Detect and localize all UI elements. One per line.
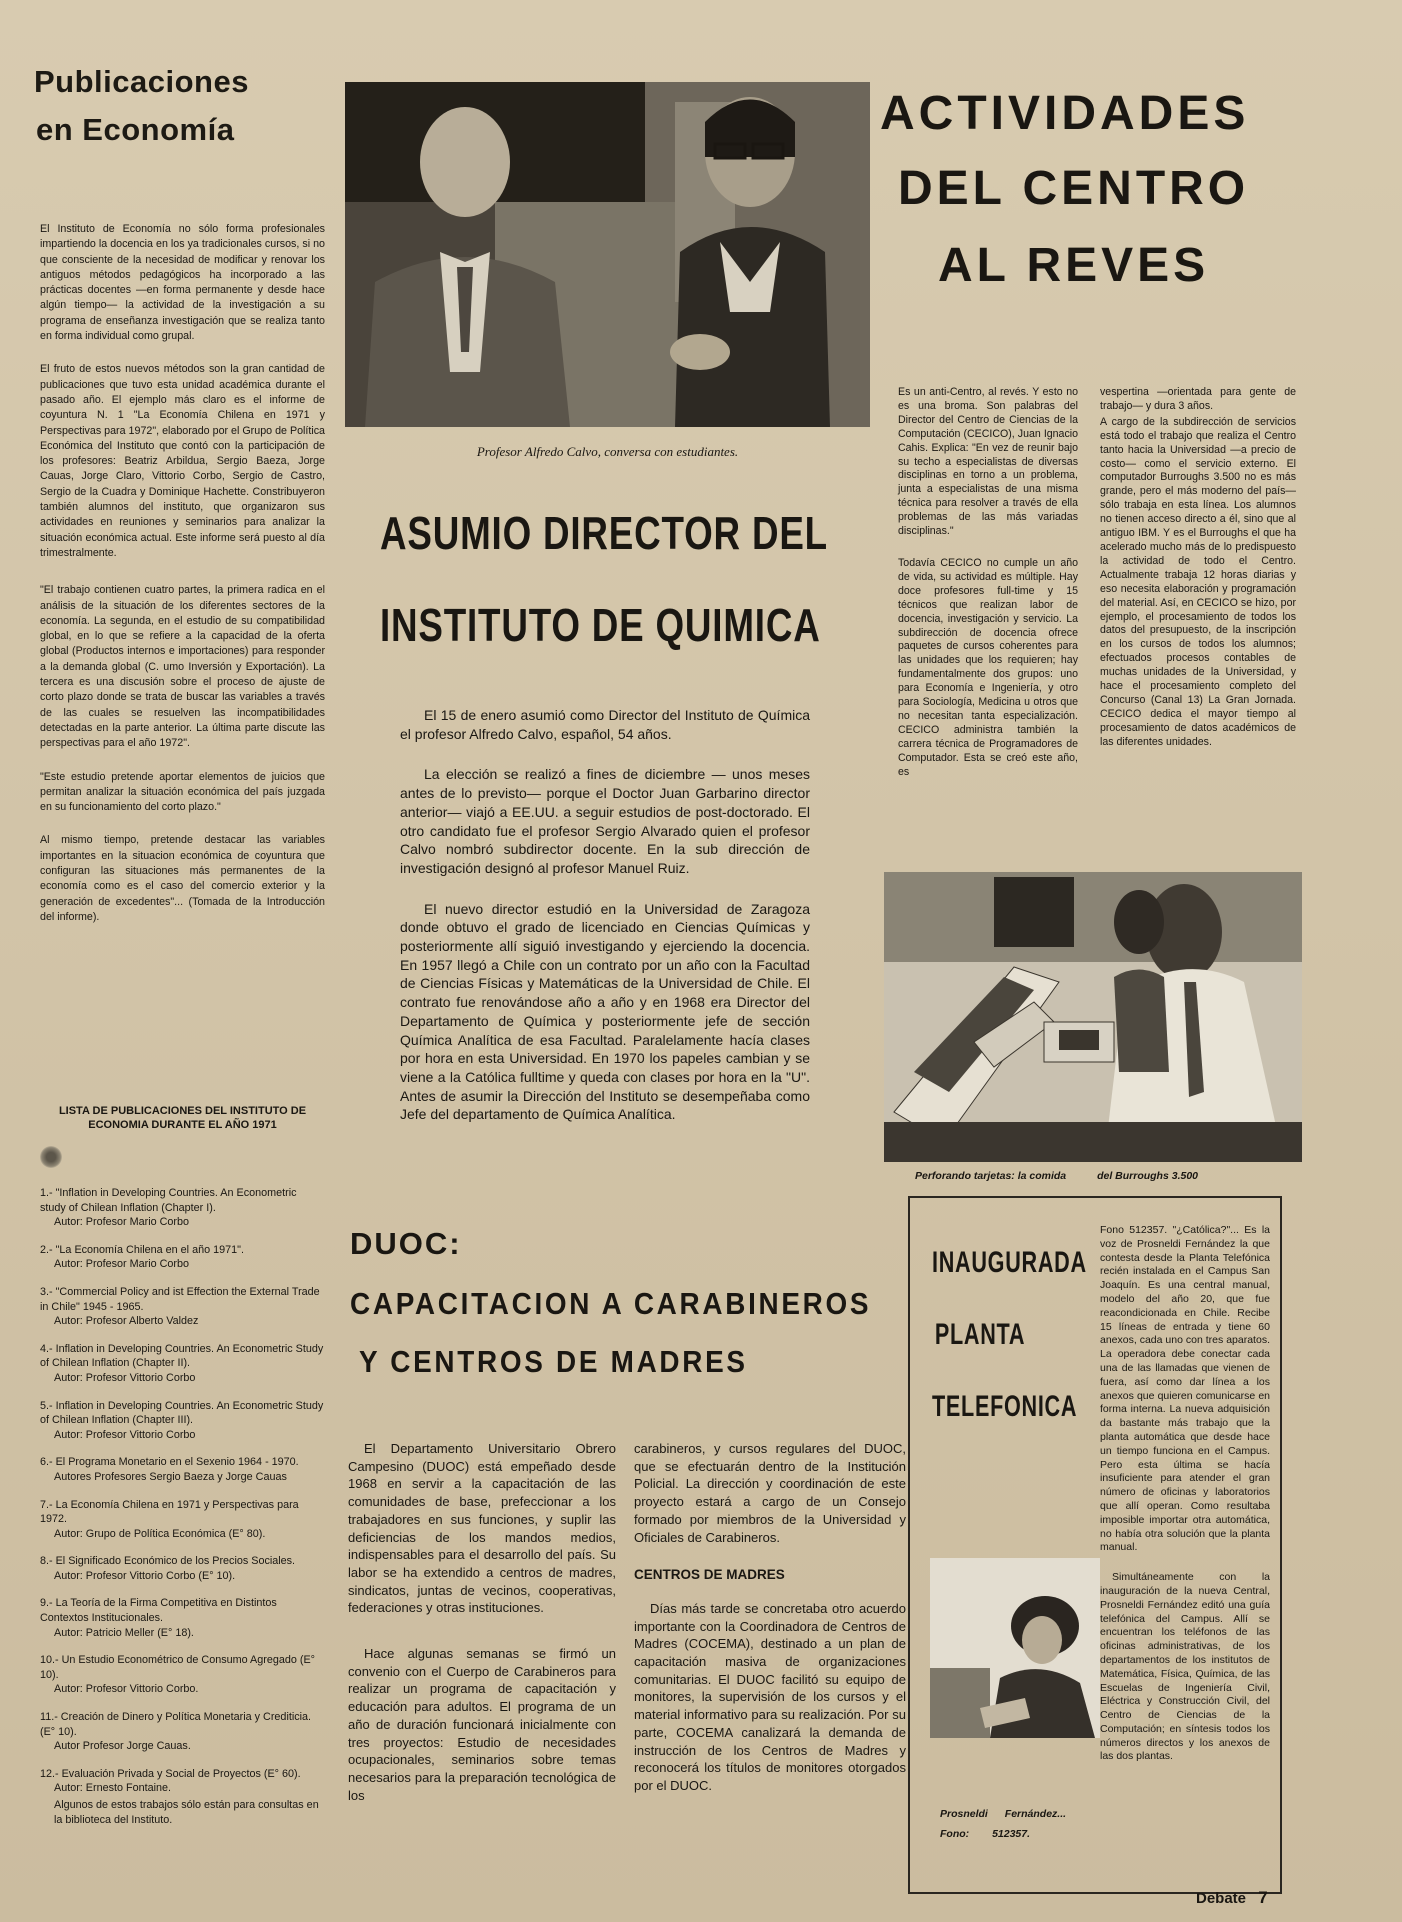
duoc-col2 <box>634 1440 906 1807</box>
publicaciones-paragraph: "El trabajo contienen cuatro partes, la primera radica en el análisis de la situación de los diferentes sectores de la economía. La segunda, en el estudio de su compatibilidad global, en lo que se refiere a la capacidad de la oferta global (Productos internos e importaciones) para responder a la demanda global (C. umo Inversión y Exportación). La tercera es una discusión sobre el proceso de ajuste de corto plazo donde se trata de buscar las variables a través de las cuales se resuelven las incompatibilidades detectadas en la parte anterior. La última parte discute las perspectivas para el año 1972". <box>40 584 325 750</box>
photo-burroughs-caption-b: del Burroughs 3.500 <box>1097 1170 1199 1182</box>
actividades-col1 <box>898 386 1078 791</box>
duoc-headline-line1: DUOC: <box>350 1226 462 1261</box>
publicaciones-paragraph: "Este estudio pretende aportar elementos de juicios que permitan analizar la situación económica del país juzgada en su funcionamiento del corto plazo." <box>40 770 325 814</box>
duoc-paragraph: carabineros, y cursos regulares del DUOC, que se efectuarán dentro de la Institución Policial. La dirección y coordinación de este proyecto estará a cargo de un Consejo formado por miembros de la Universidad y Oficiales de Carabineros. <box>634 1441 906 1545</box>
publication-item: 10.- Un Estudio Econométrico de Consumo Agregado (E° 10). Autor: Profesor Vittorio Corbo. <box>40 1654 315 1696</box>
quimica-paragraph: La elección se realizó a fines de diciembre — unos meses antes de lo previsto— porque el Doctor Juan Garbarino director anterior— viajó a EE.UU. a seguir estudios de post-doctorado. El otro candidato fue el profesor Sergio Alvarado quien el profesor Calvo nombró subdirector docente. En la sub dirección de investigación designó al profesor Manuel Ruiz. <box>400 766 810 876</box>
telefonica-body <box>1100 1224 1270 1776</box>
actividades-headline <box>880 86 1300 293</box>
university-seal-icon <box>40 1146 62 1168</box>
duoc-col1 <box>348 1440 616 1816</box>
duoc-headline-line3: Y CENTROS DE MADRES <box>359 1344 748 1379</box>
publication-item: 11.- Creación de Dinero y Política Monetaria y Crediticia. (E° 10). Autor Profesor Jorge Cauas. <box>40 1711 312 1753</box>
duoc-paragraph: Días más tarde se concretaba otro acuerdo importante con la Coordinadora de Centros de Madres (COCEMA), destinado a un plan de capacitación masiva de organizaciones comunitarias. El DUOC facilitó su equipo de monitores, la supervisión de los cursos y el material informativo para su realización. Por su parte, COCEMA canalizará la demanda de instrucción de los Centros de Madres y reconocerá los títulos de monitores otorgados por el DUOC. <box>634 1600 906 1793</box>
telefonica-headline-line1: INAUGURADA <box>932 1246 1087 1279</box>
publication-item: 12.- Evaluación Privada y Social de Proyectos (E° 60). Autor: Ernesto Fontaine. <box>40 1767 301 1795</box>
telefonica-paragraph: Simultáneamente con la inauguración de la nueva Central, Prosneldi Fernández editó una guía telefónica del Campus. Allí se encuentran los teléfonos de las oficinas administrativas, de los departamentos de los institutos de Matemática, Física, Química, de las Escuelas de Ingeniería Civil, Eléctrica y Construcción Civil, del Centro de Ciencias de la Computación; en síntesis todos los números directos y los anexos de las dos plantas. <box>1100 1571 1270 1763</box>
footer-page-number: 7 <box>1258 1888 1268 1907</box>
publication-item: 9.- La Teoría de la Firma Competitiva en Distintos Contextos Institucionales. Autor: Patricio Meller (E° 18). <box>40 1597 277 1639</box>
quimica-paragraph: El nuevo director estudió en la Universidad de Zaragoza donde obtuvo el grado de licenciado en Ciencias Químicas y posteriormente allí siguió investigando y ejerciendo la docencia. En 1957 llegó a Chile con un contrato por un año con la Facultad de Ciencias Físicas y Matemáticas de la Universidad de Chile. El contrato fue renovándose año a año y en 1968 era Director del Departamento de Química y posteriormente jefe de sección Química Analítica de esa Facultad. Paralelamente hacía clases por hora en esta Universidad. En 1970 los papeles cambian y se viene a la Católica fulltime y queda con clases por hora en la "U". Antes de asumir la Dirección del Instituto se desempeñaba como Jefe del departamento de Química Analítica. <box>400 900 810 1123</box>
photo-burroughs-caption <box>915 1170 1295 1182</box>
duoc-headline <box>350 1226 910 1380</box>
publicaciones-title-line2: en Economía <box>36 112 235 147</box>
quimica-headline-line1: ASUMIO DIRECTOR DEL <box>380 507 828 559</box>
photo-burroughs-image <box>884 872 1302 1162</box>
telefonica-caption <box>940 1804 1100 1844</box>
publicaciones-paragraph: El fruto de estos nuevos métodos son la gran cantidad de publicaciones que tuvo esta unidad académica durante el pasado año. El ejemplo más claro es el informe de coyuntura N. 1 "La Economía Chilena en 1971 y Perspectivas para 1972", elaborado por el Grupo de Política Económica del Instituto que contó con la participación de los profesores: Beatriz Arbildua, Sergio Baeza, Jorge Cauas, Jorge Claro, Vittorio Corbo, Sergio de Castro, Sergio de la Cuadra y Dominique Hachette. Constribuyeron también alumnos del instituto, que organizaron sus actividades en reuniones y seminarios para analizar la situación económica actual. Este informe será puesto al día trimestralmente. <box>40 363 325 559</box>
photo-calvo-caption: Profesor Alfredo Calvo, conversa con estudiantes. <box>476 444 739 459</box>
publications-footnote: Algunos de estos trabajos sólo están para consultas en la biblioteca del Instituto. <box>54 1799 319 1826</box>
actividades-headline-line2: DEL CENTRO <box>898 162 1250 215</box>
photo-calvo-image <box>345 82 870 427</box>
actividades-headline-line1: ACTIVIDADES <box>880 87 1250 140</box>
publication-item: 1.- "Inflation in Developing Countries. An Econometric study of Chilean Inflation (Chapter I). Autor: Profesor Mario Corbo <box>40 1187 297 1229</box>
publicaciones-title <box>34 64 294 148</box>
publication-item: 6.- El Programa Monetario en el Sexenio 1964 - 1970. Autores Profesores Sergio Baeza y Jorge Cauas <box>40 1456 299 1483</box>
publication-item: 5.- Inflation in Developing Countries. An Econometric Study of Chilean Inflation (Chapter III). Autor: Profesor Vittorio Corbo <box>40 1399 324 1441</box>
publicaciones-paragraph: El Instituto de Economía no sólo forma profesionales impartiendo la docencia en los ya tradicionales cursos, si no que consciente de la necesidad de modificar y renovar los antiguos métodos pedagógicos ha incorporado a las prácticas docentes —en forma permanente y desde hace algún tiempo— la actividad de la investigación a su programa de enseñanza investigación que se realiza tanto en forma individual como grupal. <box>40 223 325 343</box>
publication-item: 7.- La Economía Chilena en 1971 y Perspectivas para 1972. Autor: Grupo de Política Económica (E° 80). <box>40 1498 299 1540</box>
photo-calvo-students <box>345 82 870 427</box>
actividades-paragraph: vespertina —orientada para gente de trabajo— y dura 3 años. <box>1100 386 1296 412</box>
duoc-subheading: CENTROS DE MADRES <box>634 1567 785 1583</box>
publicaciones-paragraph: Al mismo tiempo, pretende destacar las variables importantes en la situacion económica de coyuntura que configuran las situaciones más permanentes de la economía como es el caso del comercio exterior y la generación de excedentes"... (Tomada de la Introducción del informe). <box>40 834 325 923</box>
telefonica-caption-name: Prosneldi Fernández... <box>940 1808 1067 1820</box>
actividades-headline-line3: AL REVES <box>938 239 1210 292</box>
telefonica-headline <box>932 1246 1122 1424</box>
page-footer <box>1196 1888 1376 1908</box>
actividades-paragraph: Todavía CECICO no cumple un año de vida, su actividad es múltiple. Hay doce profesores full-time y 15 técnicos que realizan labor de docencia, investigación y servicio. La subdirección de docencia ofrece paquetes de cursos coherentes para las unidades que los requieren; hay fundamentalmente dos grupos: uno para Economía e Ingeniería, y otro para Sociología, Medicina u otros que no necesitan tanta especialización. CECICO administra también la carrera técnica de Programadores de Computador. Esta se creó este año, es <box>898 556 1078 778</box>
quimica-headline <box>380 506 860 652</box>
actividades-paragraph: Es un anti-Centro, al revés. Y esto no es una broma. Son palabras del Director del Centro de Ciencias de la Computación (CECICO), Juan Ignacio Cahis. Explica: "En vez de reunir bajo su techo a especialistas de diversas disciplinas en torno a un problema, junta a especialistas de una misma técnica para resolver a través de ella problemas de las más variadas disciplinas." <box>898 386 1078 538</box>
publication-item: 8.- El Significado Económico de los Precios Sociales. Autor: Profesor Vittorio Corbo (E° 10). <box>40 1555 296 1582</box>
duoc-paragraph: Hace algunas semanas se firmó un convenio con el Cuerpo de Carabineros para realizar un programa de capacitación y educación para adultos. El programa de un año de duración funcionará inicialmente con tres proyectos: Estudio de necesidades ocupacionales, seminarios sobre temas necesarios para la preparación tecnológica de los <box>348 1646 616 1803</box>
telefonica-headline-line3: TELEFONICA <box>932 1390 1078 1423</box>
publication-item: 3.- "Commercial Policy and ist Effection the External Trade in Chile" 1945 - 1965. Autor: Profesor Alberto Valdez <box>40 1285 320 1328</box>
footer-magazine-name: Debate <box>1196 1890 1247 1907</box>
duoc-headline-line2: CAPACITACION A CARABINEROS <box>350 1286 872 1321</box>
actividades-col2 <box>1100 386 1296 762</box>
quimica-body <box>400 706 810 1136</box>
telefonica-caption-fono: Fono: 512357. <box>940 1828 1031 1840</box>
photo-burroughs-caption-a: Perforando tarjetas: la comida <box>915 1170 1067 1182</box>
photo-prosneldi-image <box>930 1558 1100 1738</box>
publicaciones-title-line1: Publicaciones <box>34 64 249 99</box>
telefonica-headline-line2: PLANTA <box>934 1318 1026 1351</box>
photo-burroughs <box>884 872 1302 1162</box>
photo-prosneldi <box>930 1558 1100 1738</box>
telefonica-paragraph: Fono 512357. "¿Católica?"... Es la voz de Prosneldi Fernández la que contesta desde la Planta Telefónica recién instalada en el Campus San Joaquín. Es una central manual, modelo del año 20, que fue reacondicionada en Chile. Recibe 15 líneas de entrada y tiene 60 anexos, cada uno con tres aparatos. La operadora debe conectar cada una de las llamadas que vienen de fuera, así como dar línea a los anexos que quieren comunicarse en forma interna. La nueva adquisición da bastante más trabajo que la planta automática que desde hace un tiempo funciona en el Campus. Pero esta última se hacía insuficiente para atender el gran número de oficinas y laboratorios que allí operan. Como resultaba imposible importar otra automática, no había otra solución que la planta manual. <box>1100 1224 1270 1554</box>
publicaciones-body <box>40 222 325 937</box>
publication-item: 4.- Inflation in Developing Countries. An Econometric Study of Chilean Inflation (Chapter II). Autor: Profesor Vittorio Corbo <box>40 1342 324 1384</box>
quimica-headline-line2: INSTITUTO DE QUIMICA <box>380 599 821 651</box>
actividades-paragraph: A cargo de la subdirección de servicios está todo el trabajo que realiza el Centro tanto hacia la Universidad —a precio de costo— como el servicio externo. El computador Burroughs 3.500 no es más grande, pero el más moderno del país— sólo trabaja en esta línea. Los alumnos no tienen acceso directo a él, sino que al antiguo IBM. Y es el Burroughs el que ha acelerado mucho más de lo predispuesto la actividad de todo el Centro. Actualmente trabaja 12 horas diarias y eso necesita elaboración y programación del material. Así, en CECICO se hizo, por ejemplo, el procesamiento de todos los datos del presupuesto, de la inscripción en los cursos de todos los alumnos; efectuados procesos contables de muchas unidades de la Universidad, y hace el procesamiento completo del Concurso (Canal 13) La Gran Jornada. CECICO dedica el mayor tiempo al procesamiento de datos académicos de las diferentes unidades. <box>1100 415 1296 748</box>
quimica-paragraph: El 15 de enero asumió como Director del Instituto de Química el profesor Alfredo Calvo, español, 54 años. <box>400 707 810 742</box>
publication-item: 2.- "La Economía Chilena en el año 1971". Autor: Profesor Mario Corbo <box>40 1243 244 1271</box>
duoc-paragraph: El Departamento Universitario Obrero Campesino (DUOC) está empeñado desde 1968 en servir a la capacitación de las comunidades de base, prefeccionar a los trabajadores en sus funciones, y suplir las deficiencias de los mandos medios, indispensables para el desarrollo del país. Su labor se ha extendido a centros de madres, sindicatos, juntas de vecinos, cooperativas, federaciones y otras instituciones. <box>348 1441 616 1616</box>
publications-list <box>40 1186 325 1840</box>
publications-list-heading: LISTA DE PUBLICACIONES DEL INSTITUTO DE ECONOMIA DURANTE EL AÑO 1971 <box>58 1105 307 1131</box>
